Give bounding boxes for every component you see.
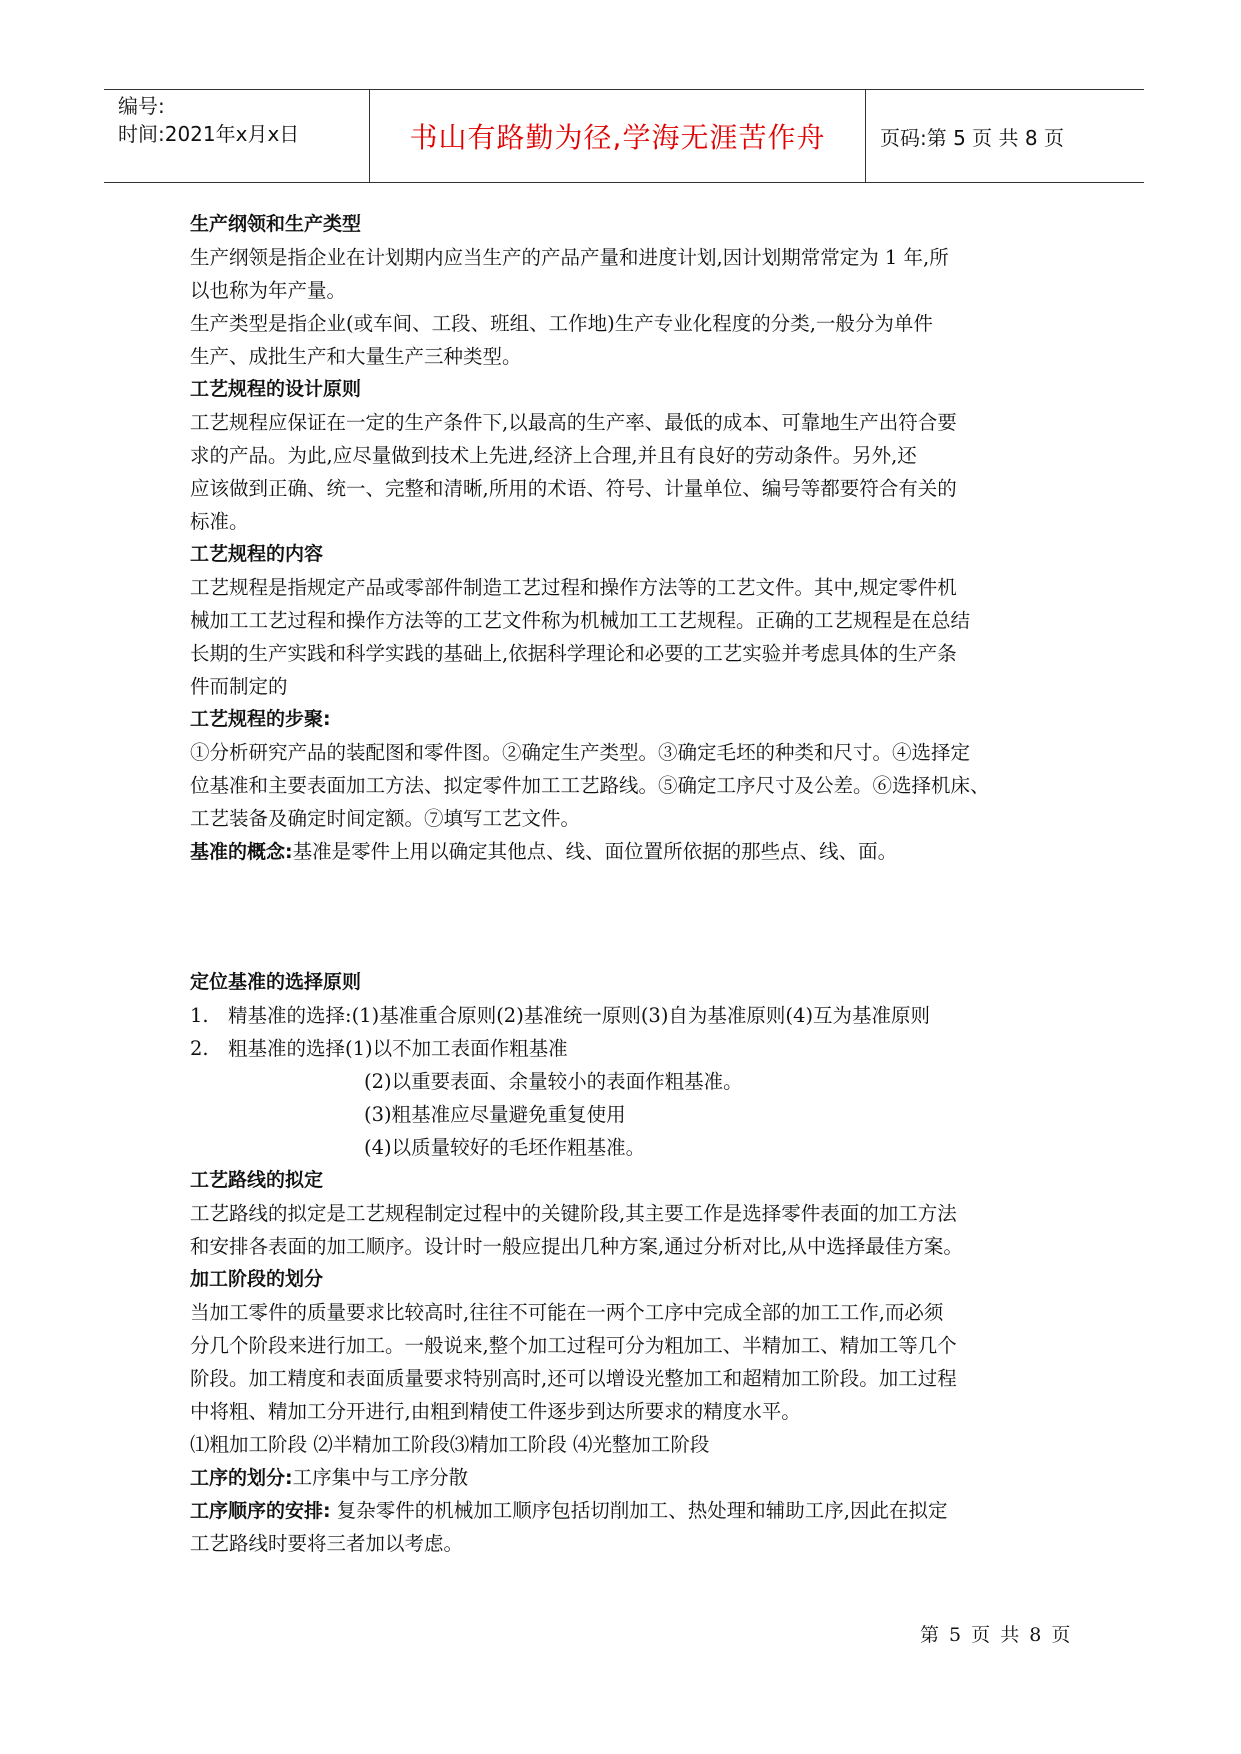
page-footer: 第 5 页 共 8 页 bbox=[920, 1624, 1073, 1646]
datum-text: 基准是零件上用以确定其他点、线、面位置所依据的那些点、线、面。 bbox=[292, 840, 898, 863]
process-order-line bbox=[190, 1494, 1070, 1527]
list-item bbox=[190, 1032, 1070, 1065]
paragraph-line: 工艺规程应保证在一定的生产条件下,以最高的生产率、最低的成本、可靠地生产出符合要 bbox=[190, 411, 957, 434]
process-division-label: 工序的划分: bbox=[190, 1467, 293, 1489]
paragraph-line: 长期的生产实践和科学实践的基础上,依据科学理论和必要的工艺实验并考虑具体的生产条 bbox=[190, 642, 957, 665]
section-title: 生产纲领和生产类型 bbox=[190, 213, 362, 235]
paragraph-line: 分几个阶段来进行加工。一般说来,整个加工过程可分为粗加工、半精加工、精加工等几个 bbox=[190, 1334, 957, 1357]
sub-item: (3)粗基准应尽量避免重复使用 bbox=[364, 1103, 626, 1126]
paragraph-line: 和安排各表面的加工顺序。设计时一般应提出几种方案,通过分析对比,从中选择最佳方案。 bbox=[190, 1235, 963, 1258]
paragraph-line: ⑴粗加工阶段 ⑵半精加工阶段⑶精加工阶段 ⑷光整加工阶段 bbox=[190, 1433, 710, 1456]
header-right-cell bbox=[866, 90, 1144, 182]
paragraph-line: 生产纲领是指企业在计划期内应当生产的产品产量和进度计划,因计划期常常定为 1 年,所 bbox=[190, 246, 949, 269]
paragraph-line: 应该做到正确、统一、完整和清晰,所用的术语、符号、计量单位、编号等都要符合有关的 bbox=[190, 477, 957, 500]
page-header bbox=[104, 89, 1144, 183]
time-label: 时间:2021年x月x日 bbox=[118, 122, 300, 146]
paragraph-line: 工艺规程是指规定产品或零部件制造工艺过程和操作方法等的工艺文件。其中,规定零件机 bbox=[190, 576, 957, 599]
paragraph-line: 求的产品。为此,应尽量做到技术上先进,经济上合理,并且有良好的劳动条件。另外,还 bbox=[190, 444, 917, 467]
section-title: 工艺规程的设计原则 bbox=[190, 378, 362, 400]
paragraph-line: 当加工零件的质量要求比较高时,往往不可能在一两个工序中完成全部的加工工作,而必须 bbox=[190, 1301, 944, 1324]
paragraph-line: 以也称为年产量。 bbox=[190, 279, 347, 302]
list-text: 粗基准的选择(1)以不加工表面作粗基准 bbox=[228, 1037, 568, 1060]
paragraph-line: 生产、成批生产和大量生产三种类型。 bbox=[190, 345, 522, 368]
process-order-label: 工序顺序的安排: bbox=[190, 1500, 331, 1522]
section-title: 定位基准的选择原则 bbox=[190, 971, 362, 993]
paragraph-line: 阶段。加工精度和表面质量要求特别高时,还可以增设光整加工和超精加工阶段。加工过程 bbox=[190, 1367, 957, 1390]
spacer bbox=[190, 868, 1070, 966]
section-title: 工艺路线的拟定 bbox=[190, 1169, 324, 1191]
header-middle-cell bbox=[370, 90, 866, 182]
datum-concept-line bbox=[190, 835, 1070, 868]
paragraph-line: 械加工工艺过程和操作方法等的工艺文件称为机械加工工艺规程。正确的工艺规程是在总结 bbox=[190, 609, 971, 632]
document-body bbox=[190, 208, 1070, 1560]
paragraph-line: 位基准和主要表面加工方法、拟定零件加工工艺路线。⑤确定工序尺寸及公差。⑥选择机床、 bbox=[190, 774, 990, 797]
sub-item: (2)以重要表面、余量较小的表面作粗基准。 bbox=[364, 1070, 743, 1093]
process-division-text: 工序集中与工序分散 bbox=[292, 1466, 469, 1489]
datum-label: 基准的概念: bbox=[190, 841, 293, 863]
list-item bbox=[190, 999, 1070, 1032]
paragraph-line: 生产类型是指企业(或车间、工段、班组、工作地)生产专业化程度的分类,一般分为单件 bbox=[190, 312, 933, 335]
paragraph-line: 工艺路线时要将三者加以考虑。 bbox=[190, 1532, 464, 1555]
motto: 书山有路勤为径,学海无涯苦作舟 bbox=[409, 121, 826, 154]
list-number: 1. bbox=[190, 1004, 209, 1027]
paragraph-line: 工艺装备及确定时间定额。⑦填写工艺文件。 bbox=[190, 807, 581, 830]
paragraph-line: 标准。 bbox=[190, 510, 249, 533]
section-title: 加工阶段的划分 bbox=[190, 1268, 324, 1290]
paragraph-line: ①分析研究产品的装配图和零件图。②确定生产类型。③确定毛坯的种类和尺寸。④选择定 bbox=[190, 741, 971, 764]
header-left-cell bbox=[104, 90, 370, 182]
paragraph-line: 中将粗、精加工分开进行,由粗到精使工件逐步到达所要求的精度水平。 bbox=[190, 1400, 801, 1423]
section-title: 工艺规程的步聚: bbox=[190, 708, 331, 730]
process-division-line bbox=[190, 1461, 1070, 1494]
paragraph-line: 工艺路线的拟定是工艺规程制定过程中的关键阶段,其主要工作是选择零件表面的加工方法 bbox=[190, 1202, 957, 1225]
page-label: 页码:第 5 页 共 8 页 bbox=[880, 125, 1064, 150]
section-title: 工艺规程的内容 bbox=[190, 543, 324, 565]
sub-item: (4)以质量较好的毛坯作粗基准。 bbox=[364, 1136, 646, 1159]
process-order-text: 复杂零件的机械加工顺序包括切削加工、热处理和辅助工序,因此在拟定 bbox=[330, 1499, 948, 1522]
list-number: 2. bbox=[190, 1037, 209, 1060]
list-text: 精基准的选择:(1)基准重合原则(2)基准统一原则(3)自为基准原则(4)互为基准原则 bbox=[228, 1004, 931, 1027]
number-label: 编号: bbox=[118, 94, 165, 118]
paragraph-line: 件而制定的 bbox=[190, 675, 288, 698]
